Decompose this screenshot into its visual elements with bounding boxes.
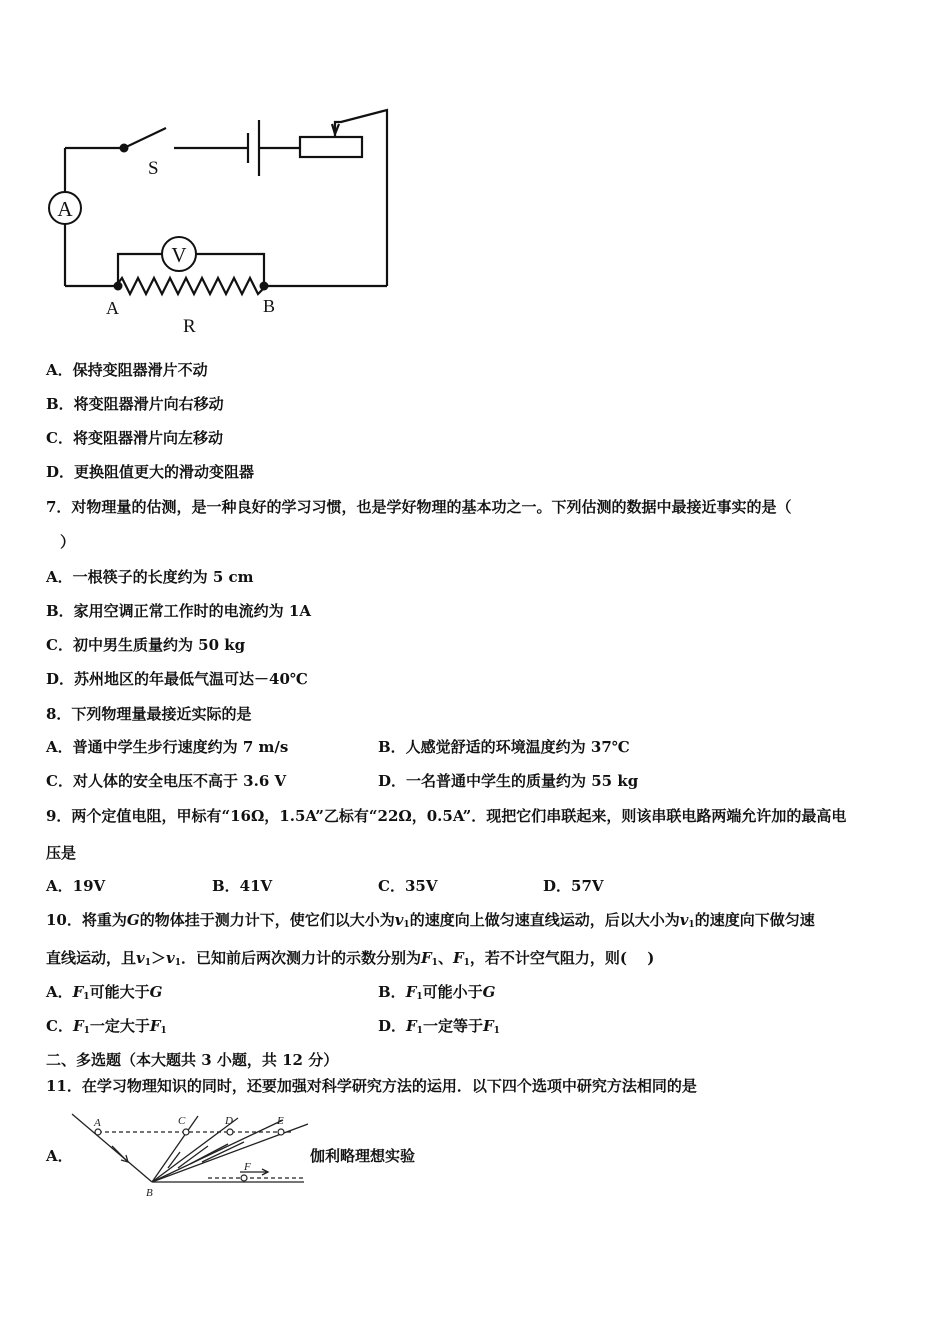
option-text: 可能小于: [422, 983, 483, 1001]
q10-g: G: [149, 983, 163, 1001]
q10-sub: 1: [493, 1026, 500, 1036]
q7-option-c: C．初中男生质量约为 50 kg: [46, 636, 246, 654]
q10-l2a: 直线运动，且: [46, 949, 137, 967]
q10-option-a: [46, 982, 162, 1007]
q10-sub: 1: [416, 992, 423, 1002]
point-label-e: E: [277, 1115, 284, 1127]
q11-stem: 11．在学习物理知识的同时，还要加强对科学研究方法的运用．以下四个选项中研究方法相同的是: [46, 1077, 697, 1095]
q7-option-d: D．苏州地区的年最低气温可达－40℃: [46, 670, 308, 688]
option-prefix: B．: [378, 983, 406, 1001]
point-b-label: B: [263, 296, 276, 316]
q10-sub: 1: [403, 920, 410, 930]
q9-stem-line1: 9．两个定值电阻，甲标有“16Ω，1.5A”乙标有“22Ω，0.5A”．现把它们串联起来，则该串联电路两端允许加的最高电: [46, 807, 847, 825]
q9-option-d: D．57V: [543, 877, 604, 895]
q7-option-b: B．家用空调正常工作时的电流约为 1A: [46, 602, 311, 620]
q9-option-c: C．35V: [378, 877, 438, 895]
q8-option-b: B．人感觉舒适的环境温度约为 37℃: [378, 738, 630, 756]
q10-sub: 1: [144, 958, 151, 968]
q10-f: F: [452, 949, 464, 967]
q10-g: G: [126, 911, 140, 929]
q10-v: v: [166, 949, 175, 967]
option-text: 可能大于: [89, 983, 150, 1001]
q10-f: F: [72, 1017, 84, 1035]
option-text: 一定等于: [422, 1017, 483, 1035]
q10-sub: 1: [174, 958, 181, 968]
q10-option-b: [378, 982, 495, 1007]
switch-terminal: [120, 144, 129, 153]
q10-g: G: [482, 983, 496, 1001]
switch-label: S: [148, 158, 159, 179]
point-label-b: B: [146, 1187, 153, 1199]
ammeter-label: A: [57, 197, 73, 221]
q10-f: F: [406, 1017, 417, 1035]
q10-option-c: [46, 1016, 167, 1041]
voltmeter-label: V: [171, 243, 187, 267]
q10-f: F: [72, 983, 84, 1001]
q10-f: F: [405, 983, 417, 1001]
point-label-d: D: [225, 1115, 233, 1127]
q10-v: v: [136, 949, 145, 967]
q10-sub: 1: [688, 920, 695, 930]
q10-t3: 的速度向下做匀速: [694, 911, 815, 929]
q9-option-b: B．41V: [212, 877, 273, 895]
option-prefix: A．: [46, 983, 73, 1001]
q10-option-d: [378, 1016, 500, 1041]
circuit-diagram: [40, 100, 400, 340]
q7-stem-line1: 7．对物理量的估测，是一种良好的学习习惯，也是学好物理的基本功之一。下列估测的数据中最接近事实的是（: [46, 498, 792, 516]
q7-stem-line2: ）: [60, 533, 76, 551]
q10-sub: 1: [431, 958, 438, 968]
q9-option-a: A．19V: [46, 877, 106, 895]
q10-t1: 的物体挂于测力计下，使它们以大小为: [139, 911, 395, 929]
q10-gt: ＞: [151, 949, 167, 967]
q10-f: F: [482, 1017, 494, 1035]
q6-option-b: B．将变阻器滑片向右移动: [46, 395, 224, 413]
q10-t2: 的速度向上做匀速直线运动，后以大小为: [409, 911, 680, 929]
q6-option-a: A．保持变阻器滑片不动: [46, 361, 208, 379]
q10-num: 10．将重为: [46, 911, 127, 929]
point-a-label: A: [106, 298, 119, 318]
q10-l2c: ，若不计空气阻力，则( ): [469, 949, 655, 967]
point-label-f: F: [244, 1161, 251, 1173]
q10-v: v: [679, 911, 689, 929]
q8-option-d: D．一名普通中学生的质量约为 55 kg: [378, 772, 639, 790]
q8-option-a: A．普通中学生步行速度约为 7 m/s: [46, 738, 289, 756]
q10-sub: 1: [83, 1026, 90, 1036]
q10-sub: 1: [463, 958, 470, 968]
q10-sep: 、: [437, 949, 453, 967]
q7-option-a: A．一根筷子的长度约为 5 cm: [46, 568, 254, 586]
q8-stem: 8．下列物理量最接近实际的是: [46, 705, 252, 723]
q10-f: F: [421, 949, 432, 967]
q6-option-c: C．将变阻器滑片向左移动: [46, 429, 223, 447]
node-b: [260, 282, 269, 291]
q9-stem-line2: 压是: [46, 844, 77, 862]
q10-sub: 1: [160, 1026, 167, 1036]
q11-option-a-label: A．: [46, 1147, 73, 1165]
option-text: 一定大于: [89, 1017, 150, 1035]
q10-f: F: [149, 1017, 161, 1035]
q10-sub: 1: [83, 992, 90, 1002]
section2-title: 二、多选题（本大题共 3 小题，共 12 分）: [46, 1051, 339, 1069]
q10-v: v: [394, 911, 404, 929]
q10-stem-line1: [46, 910, 815, 935]
point-label-c: C: [178, 1115, 186, 1127]
q10-stem-line2: [46, 948, 654, 973]
option-prefix: D．: [378, 1017, 407, 1035]
q10-sub: 1: [416, 1026, 423, 1036]
resistor-label: R: [183, 316, 196, 337]
q10-l2b: ．已知前后两次测力计的示数分别为: [181, 949, 422, 967]
galileo-diagram: [68, 1112, 308, 1200]
node-a: [114, 282, 123, 291]
q11-option-a-caption: 伽利略理想实验: [310, 1147, 416, 1165]
option-prefix: C．: [46, 1017, 73, 1035]
point-label-a: A: [94, 1117, 101, 1129]
q8-option-c: C．对人体的安全电压不高于 3.6 V: [46, 772, 287, 790]
q6-option-d: D．更换阻值更大的滑动变阻器: [46, 463, 255, 481]
